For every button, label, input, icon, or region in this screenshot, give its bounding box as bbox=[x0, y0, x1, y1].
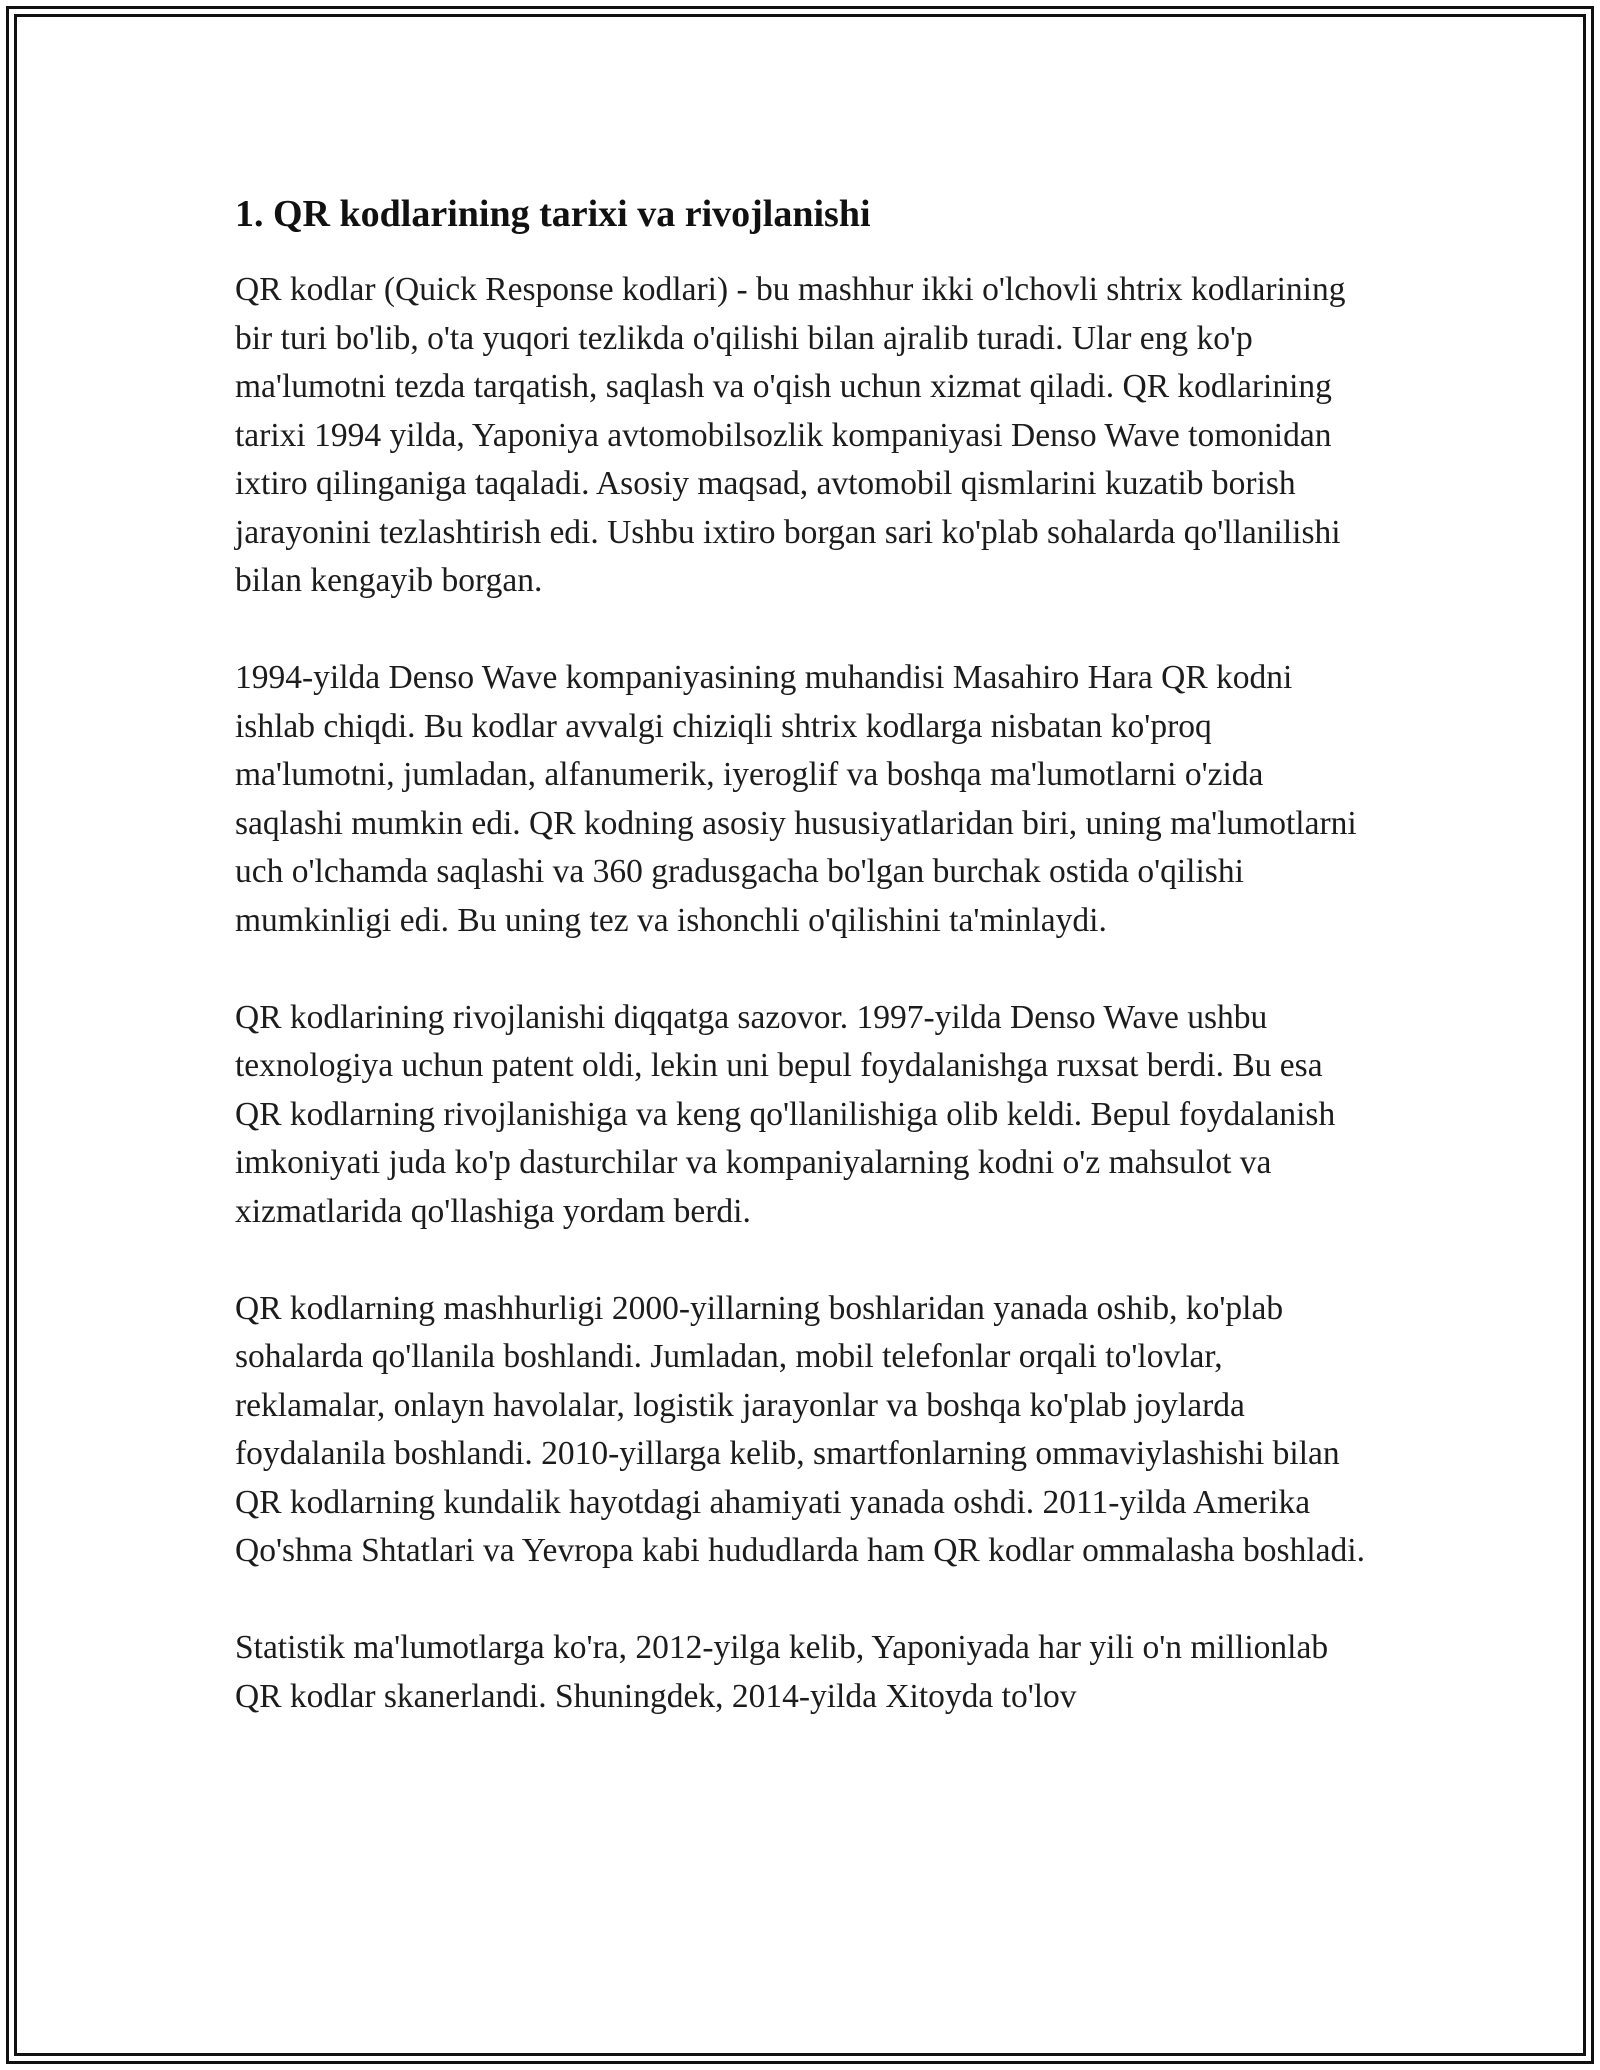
paragraph-statistics: Statistik ma'lumotlarga ko'ra, 2012-yilga kelib, Yaponiyada har yili o'n millionlab QR kodlar skanerlandi. Shuningdek, 2014-yilda Xitoyda to'lov bbox=[235, 1629, 1329, 1715]
paragraph-popularity: QR kodlarning mashhurligi 2000-yillarning boshlaridan yanada oshib, ko'plab sohalarda qo'llanila boshlandi. Jumladan, mobil telefonlar orqali to'lovlar, reklamalar, onlayn havolalar, logistik jarayonlar va boshqa ko'plab joylarda foydalanila boshlandi. 2010-yillarga kelib, smartfonlarning ommaviylashishi bilan QR kodlarning kundalik hayotdagi ahamiyati yanada oshdi. 2011-yilda Amerika Qo'shma Shtatlari va Yevropa kabi hududlarda ham QR kodlar ommalasha boshladi. bbox=[235, 1289, 1365, 1569]
paragraph-invention: 1994-yilda Denso Wave kompaniyasining muhandisi Masahiro Hara QR kodni ishlab chiqdi. Bu kodlar avvalgi chiziqli shtrix kodlarga nisbatan ko'proq ma'lumotni, jumladan, alfanumerik, iyeroglif va boshqa ma'lumotlarni o'zida saqlashi mumkin edi. QR kodning asosiy hususiyatlaridan biri, uning ma'lumotlarni uch o'lchamda saqlashi va 360 gradusgacha bo'lgan burchak ostida o'qilishi mumkinligi edi. Bu uning tez va ishonchli o'qilishini ta'minlaydi. bbox=[235, 659, 1357, 939]
document-body bbox=[235, 186, 1375, 1721]
paragraph-intro: QR kodlar (Quick Response kodlari) - bu mashhur ikki o'lchovli shtrix kodlarining bir turi bo'lib, o'ta yuqori tezlikda o'qilishi bilan ajralib turadi. Ular eng ko'p ma'lumotni tezda tarqatish, saqlash va o'qish uchun xizmat qiladi. QR kodlarining tarixi 1994 yilda, Yaponiya avtomobilsozlik kompaniyasi Denso Wave tomonidan ixtiro qilinganiga taqaladi. Asosiy maqsad, avtomobil qismlarini kuzatib borish jarayonini tezlashtirish edi. Ushbu ixtiro borgan sari ko'plab sohalarda qo'llanilishi bilan kengayib borgan. bbox=[235, 271, 1346, 599]
paragraph-patent: QR kodlarining rivojlanishi diqqatga sazovor. 1997-yilda Denso Wave ushbu texnologiya uchun patent oldi, lekin uni bepul foydalanishga ruxsat berdi. Bu esa QR kodlarning rivojlanishiga va keng qo'llanilishiga olib keldi. Bepul foydalanish imkoniyati juda ko'p dasturchilar va kompaniyalarning kodni o'z mahsulot va xizmatlarida qo'llashiga yordam berdi. bbox=[235, 998, 1336, 1230]
section-heading: 1. QR kodlarining tarixi va rivojlanishi bbox=[235, 193, 871, 235]
